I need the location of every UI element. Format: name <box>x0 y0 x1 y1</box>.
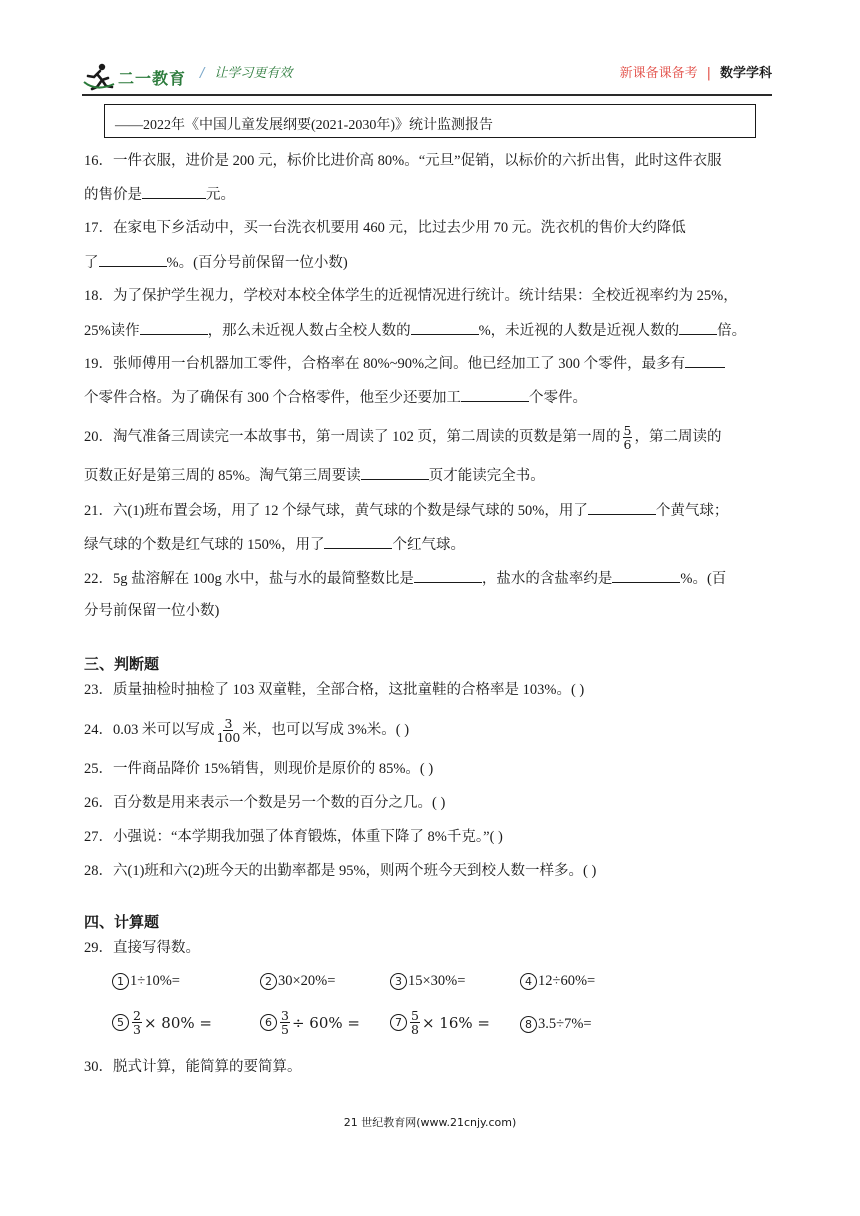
answer-blank[interactable] <box>414 568 482 583</box>
q20-line1 <box>84 424 721 451</box>
fraction-denominator: 8 <box>411 1022 419 1037</box>
calc-expression: 15×30%= <box>408 973 466 989</box>
q16-line1: 16．一件衣服，进价是 200 元，标价比进价高 80%。“元旦”促销，以标价的六折出售，此时这件衣服 <box>84 153 722 169</box>
header-divider <box>82 94 772 96</box>
calc-item-2 <box>260 973 335 990</box>
q21-line2 <box>84 534 465 555</box>
q22-line2: 分号前保留一位小数) <box>84 603 220 619</box>
fraction-numerator: 3 <box>224 716 233 731</box>
fraction <box>132 1009 142 1036</box>
q21-text-c: 绿气球的个数是红气球的 150%，用了 <box>84 537 325 553</box>
circled-number: 4 <box>520 973 537 990</box>
answer-blank[interactable] <box>361 465 429 480</box>
circled-number: 5 <box>112 1014 129 1031</box>
q19-text-c: 个零件。 <box>529 390 587 406</box>
page-header <box>82 60 772 94</box>
q20-text-c: 页数正好是第三周的 85%。淘气第三周要读 <box>84 468 361 484</box>
q29: 29．直接写得数。 <box>84 940 200 956</box>
header-separator: | <box>706 66 711 81</box>
calc-item-7 <box>390 1009 490 1036</box>
q20-text-b: ，第二周读的 <box>634 428 722 445</box>
fraction <box>623 424 633 451</box>
fraction <box>217 717 241 744</box>
calc-item-1 <box>112 973 180 990</box>
q19-text-a: 19．张师傅用一台机器加工零件，合格率在 80%~90%之间。他已经加工了 300 个零件，最多有 <box>84 356 686 372</box>
q24 <box>84 717 409 744</box>
q16-line2 <box>84 184 235 205</box>
q18-line2 <box>84 320 746 341</box>
q21-line1 <box>84 500 728 521</box>
page-footer: 21 世纪教育网(www.21cnjy.com) <box>343 1116 517 1129</box>
q18-text-d: 倍。 <box>717 323 747 339</box>
header-subject <box>620 62 772 81</box>
q20-text-d: 页才能读完全书。 <box>428 468 545 484</box>
answer-blank[interactable] <box>685 353 725 368</box>
fraction-denominator: 3 <box>133 1022 141 1037</box>
circled-number: 7 <box>390 1014 407 1031</box>
q16-text-a: 的售价是 <box>84 187 142 203</box>
calc-item-5 <box>112 1009 212 1036</box>
circled-number: 2 <box>260 973 277 990</box>
q18-text-a: 25%读作 <box>84 323 140 339</box>
q20-line2 <box>84 465 545 486</box>
q22-text-a: 22．5g 盐溶解在 100g 水中，盐与水的最简整数比是 <box>84 571 414 587</box>
q21-text-a: 21．六(1)班布置会场，用了 12 个绿气球，黄气球的个数是绿气球的 50%，用了 <box>84 503 588 519</box>
answer-blank[interactable] <box>461 387 529 402</box>
section-title-judgment: 三、判断题 <box>84 655 160 673</box>
q21-text-b: 个黄气球； <box>655 503 729 519</box>
slogan-text: 让学习更有效 <box>214 66 293 81</box>
q20-text-a: 20．淘气准备三周读完一本故事书，第一周读了 102 页，第二周读的页数是第一周的 <box>84 428 621 445</box>
fraction-numerator: 5 <box>623 423 632 438</box>
calc-expression: ÷ 60% = <box>291 1013 360 1032</box>
q19-line1 <box>84 353 725 374</box>
fraction-denominator: 5 <box>281 1022 289 1037</box>
fraction-numerator: 2 <box>133 1008 141 1023</box>
slash-divider: / <box>200 66 205 81</box>
q22-line1 <box>84 568 726 589</box>
circled-number: 6 <box>260 1014 277 1031</box>
answer-blank[interactable] <box>99 252 167 267</box>
fraction-denominator: 100 <box>216 730 241 745</box>
q27: 27．小强说：“本学期我加强了体育锻炼，体重下降了 8%千克。”( ) <box>84 829 503 845</box>
q25: 25．一件商品降价 15%销售，则现价是原价的 85%。( ) <box>84 761 434 777</box>
section-title-calculation: 四、计算题 <box>84 913 160 931</box>
header-subject-text: 数学学科 <box>719 66 772 81</box>
q23: 23．质量抽检时抽检了 103 双童鞋，全部合格，这批童鞋的合格率是 103%。( ) <box>84 682 585 698</box>
answer-blank[interactable] <box>411 320 479 335</box>
q21-text-d: 个红气球。 <box>392 537 465 553</box>
calc-expression: × 16% = <box>421 1013 490 1032</box>
fraction <box>410 1009 420 1036</box>
circled-number: 3 <box>390 973 407 990</box>
q28: 28．六(1)班和六(2)班今天的出勤率都是 95%，则两个班今天到校人数一样多。( ) <box>84 863 597 879</box>
answer-blank[interactable] <box>679 320 717 335</box>
q18-text-b: ，那么未近视人数占全校人数的 <box>207 323 411 339</box>
answer-blank[interactable] <box>612 568 680 583</box>
slogan <box>200 62 292 81</box>
answer-blank[interactable] <box>588 500 656 515</box>
calc-item-6 <box>260 1009 360 1036</box>
circled-number: 8 <box>520 1016 537 1033</box>
boxed-source-text: ——2022年《中国儿童发展纲要(2021-2030年)》统计监测报告 <box>104 104 756 138</box>
q18-line1: 18．为了保护学生视力，学校对本校全体学生的近视情况进行统计。统计结果：全校近视率约为 25%， <box>84 288 738 304</box>
q19-text-b: 个零件合格。为了确保有 300 个合格零件，他至少还要加工 <box>84 390 461 406</box>
fraction-numerator: 5 <box>411 1008 419 1023</box>
q17-line2 <box>84 252 348 273</box>
q16-text-b: 元。 <box>206 187 235 203</box>
answer-blank[interactable] <box>140 320 208 335</box>
q22-text-c: %。(百 <box>680 571 727 587</box>
fraction-numerator: 3 <box>281 1008 289 1023</box>
q26: 26．百分数是用来表示一个数是另一个数的百分之几。( ) <box>84 795 446 811</box>
q24-text-b: 米，也可以写成 3%米。( ) <box>242 721 410 738</box>
fraction-denominator: 6 <box>623 437 632 452</box>
q18-text-c: %，未近视的人数是近视人数的 <box>478 323 680 339</box>
fraction <box>280 1009 290 1036</box>
logo <box>82 60 186 94</box>
calc-item-4 <box>520 973 595 990</box>
logo-text: 二一教育 <box>118 70 187 88</box>
q17-text-a: 了 <box>84 255 99 271</box>
q17-line1: 17．在家电下乡活动中，买一台洗衣机要用 460 元，比过去少用 70 元。洗衣机的售价大约降低 <box>84 220 686 236</box>
answer-blank[interactable] <box>142 184 206 199</box>
calc-expression: 30×20%= <box>278 973 336 989</box>
calc-item-8 <box>520 1016 592 1033</box>
calc-expression: × 80% = <box>143 1013 212 1032</box>
calc-expression: 3.5÷7%= <box>538 1016 592 1032</box>
answer-blank[interactable] <box>324 534 392 549</box>
circled-number: 1 <box>112 973 129 990</box>
q19-line2 <box>84 387 587 408</box>
runner-logo-icon <box>82 62 116 92</box>
q17-text-b: %。(百分号前保留一位小数) <box>166 255 348 271</box>
q30: 30．脱式计算，能简算的要简算。 <box>84 1059 302 1075</box>
calc-item-3 <box>390 973 465 990</box>
calc-expression: 12÷60%= <box>538 973 596 989</box>
calc-expression: 1÷10%= <box>130 973 180 989</box>
header-red-text: 新课备课备考 <box>619 66 698 81</box>
q24-text-a: 24．0.03 米可以写成 <box>84 721 215 738</box>
q22-text-b: ，盐水的含盐率约是 <box>481 571 613 587</box>
